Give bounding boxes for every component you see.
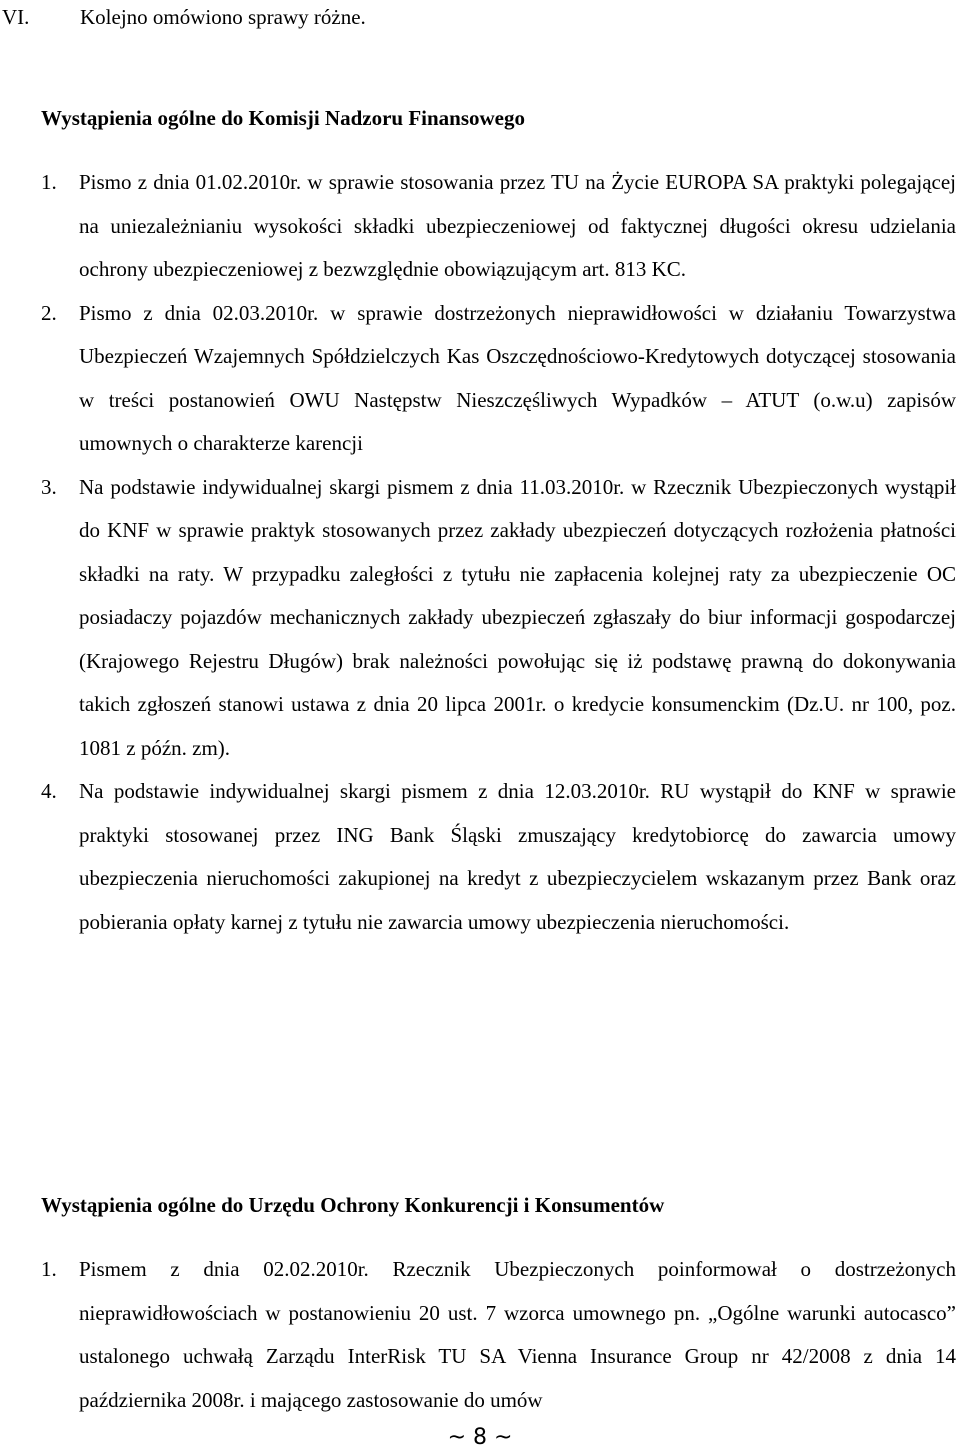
section-heading-number: VI. (2, 5, 30, 29)
list-item (0, 161, 960, 292)
list-item (0, 292, 960, 466)
section-title-uokik: Wystąpienia ogólne do Urzędu Ochrony Konkurencji i Konsumentów (41, 1193, 665, 1217)
item-text: Pismo z dnia 02.03.2010r. w sprawie dostrzeżonych nieprawidłowości w działaniu Towarzystwa Ubezpieczeń Wzajemnych Spółdzielczych Kas Oszczędnościowo-Kredytowych dotyczącej stosowania w treści postanowień OWU Następstw Nieszczęśliwych Wypadków – ATUT (o.w.u) zapisów umownych o charakterze karencji (79, 300, 956, 455)
item-number: 1. (41, 1257, 57, 1281)
uokik-list (0, 1248, 960, 1422)
section-title-knf: Wystąpienia ogólne do Komisji Nadzoru Finansowego (41, 106, 526, 130)
item-number: 2. (41, 300, 57, 325)
item-number: 3. (41, 474, 57, 499)
section-heading (2, 2, 366, 32)
list-item (0, 1248, 960, 1422)
knf-list (0, 161, 960, 944)
page-number: ~ 8 ~ (447, 1425, 513, 1450)
item-number: 4. (41, 779, 57, 803)
item-text: Pismo z dnia 01.02.2010r. w sprawie stosowania przez TU na Życie EUROPA SA praktyki polegającej na uniezależnianiu wysokości składki ubezpieczeniowej od faktycznej długości okresu udzielania ochrony ubezpieczeniowej z bezwzględnie obowiązującym art. 813 KC. (79, 170, 956, 281)
item-text: Na podstawie indywidualnej skargi pismem z dnia 11.03.2010r. w Rzecznik Ubezpieczonych wystąpił do KNF w sprawie praktyk stosowanych przez zakłady ubezpieczeń dotyczących rozłożenia płatności składki na raty. W przypadku zaległości z tytułu nie zapłacenia kolejnej raty za ubezpieczenie OC posiadaczy pojazdów mechanicznych zakłady ubezpieczeń zgłaszały do biur informacji gospodarczej (Krajowego Rejestru Długów) brak należności powołując się iż podstawę prawną do dokonywania takich zgłoszeń stanowi ustawa z dnia 20 lipca 2001r. o kredycie konsumenckim (Dz.U. nr 100, poz. 1081 z późn. zm). (79, 474, 956, 760)
section-heading-text: Kolejno omówiono sprawy różne. (80, 5, 366, 29)
list-item (0, 466, 960, 771)
item-number: 1. (41, 170, 57, 194)
item-text: Pismem z dnia 02.02.2010r. Rzecznik Ubezpieczonych poinformował o dostrzeżonych nieprawidłowościach w postanowieniu 20 ust. 7 wzorca umownego pn. „Ogólne warunki autocasco” ustalonego uchwałą Zarządu InterRisk TU SA Vienna Insurance Group nr 42/2008 z dnia 14 października 2008r. i mającego zastosowanie do umów (79, 1257, 956, 1412)
item-text: Na podstawie indywidualnej skargi pismem z dnia 12.03.2010r. RU wystąpił do KNF w sprawie praktyki stosowanej przez ING Bank Śląski zmuszający kredytobiorcę do zawarcia umowy ubezpieczenia nieruchomości zakupionej na kredyt z ubezpieczycielem wskazanym przez Bank oraz pobierania opłaty karnej z tytułu nie zawarcia umowy ubezpieczenia nieruchomości. (79, 779, 956, 934)
list-item (0, 770, 960, 944)
